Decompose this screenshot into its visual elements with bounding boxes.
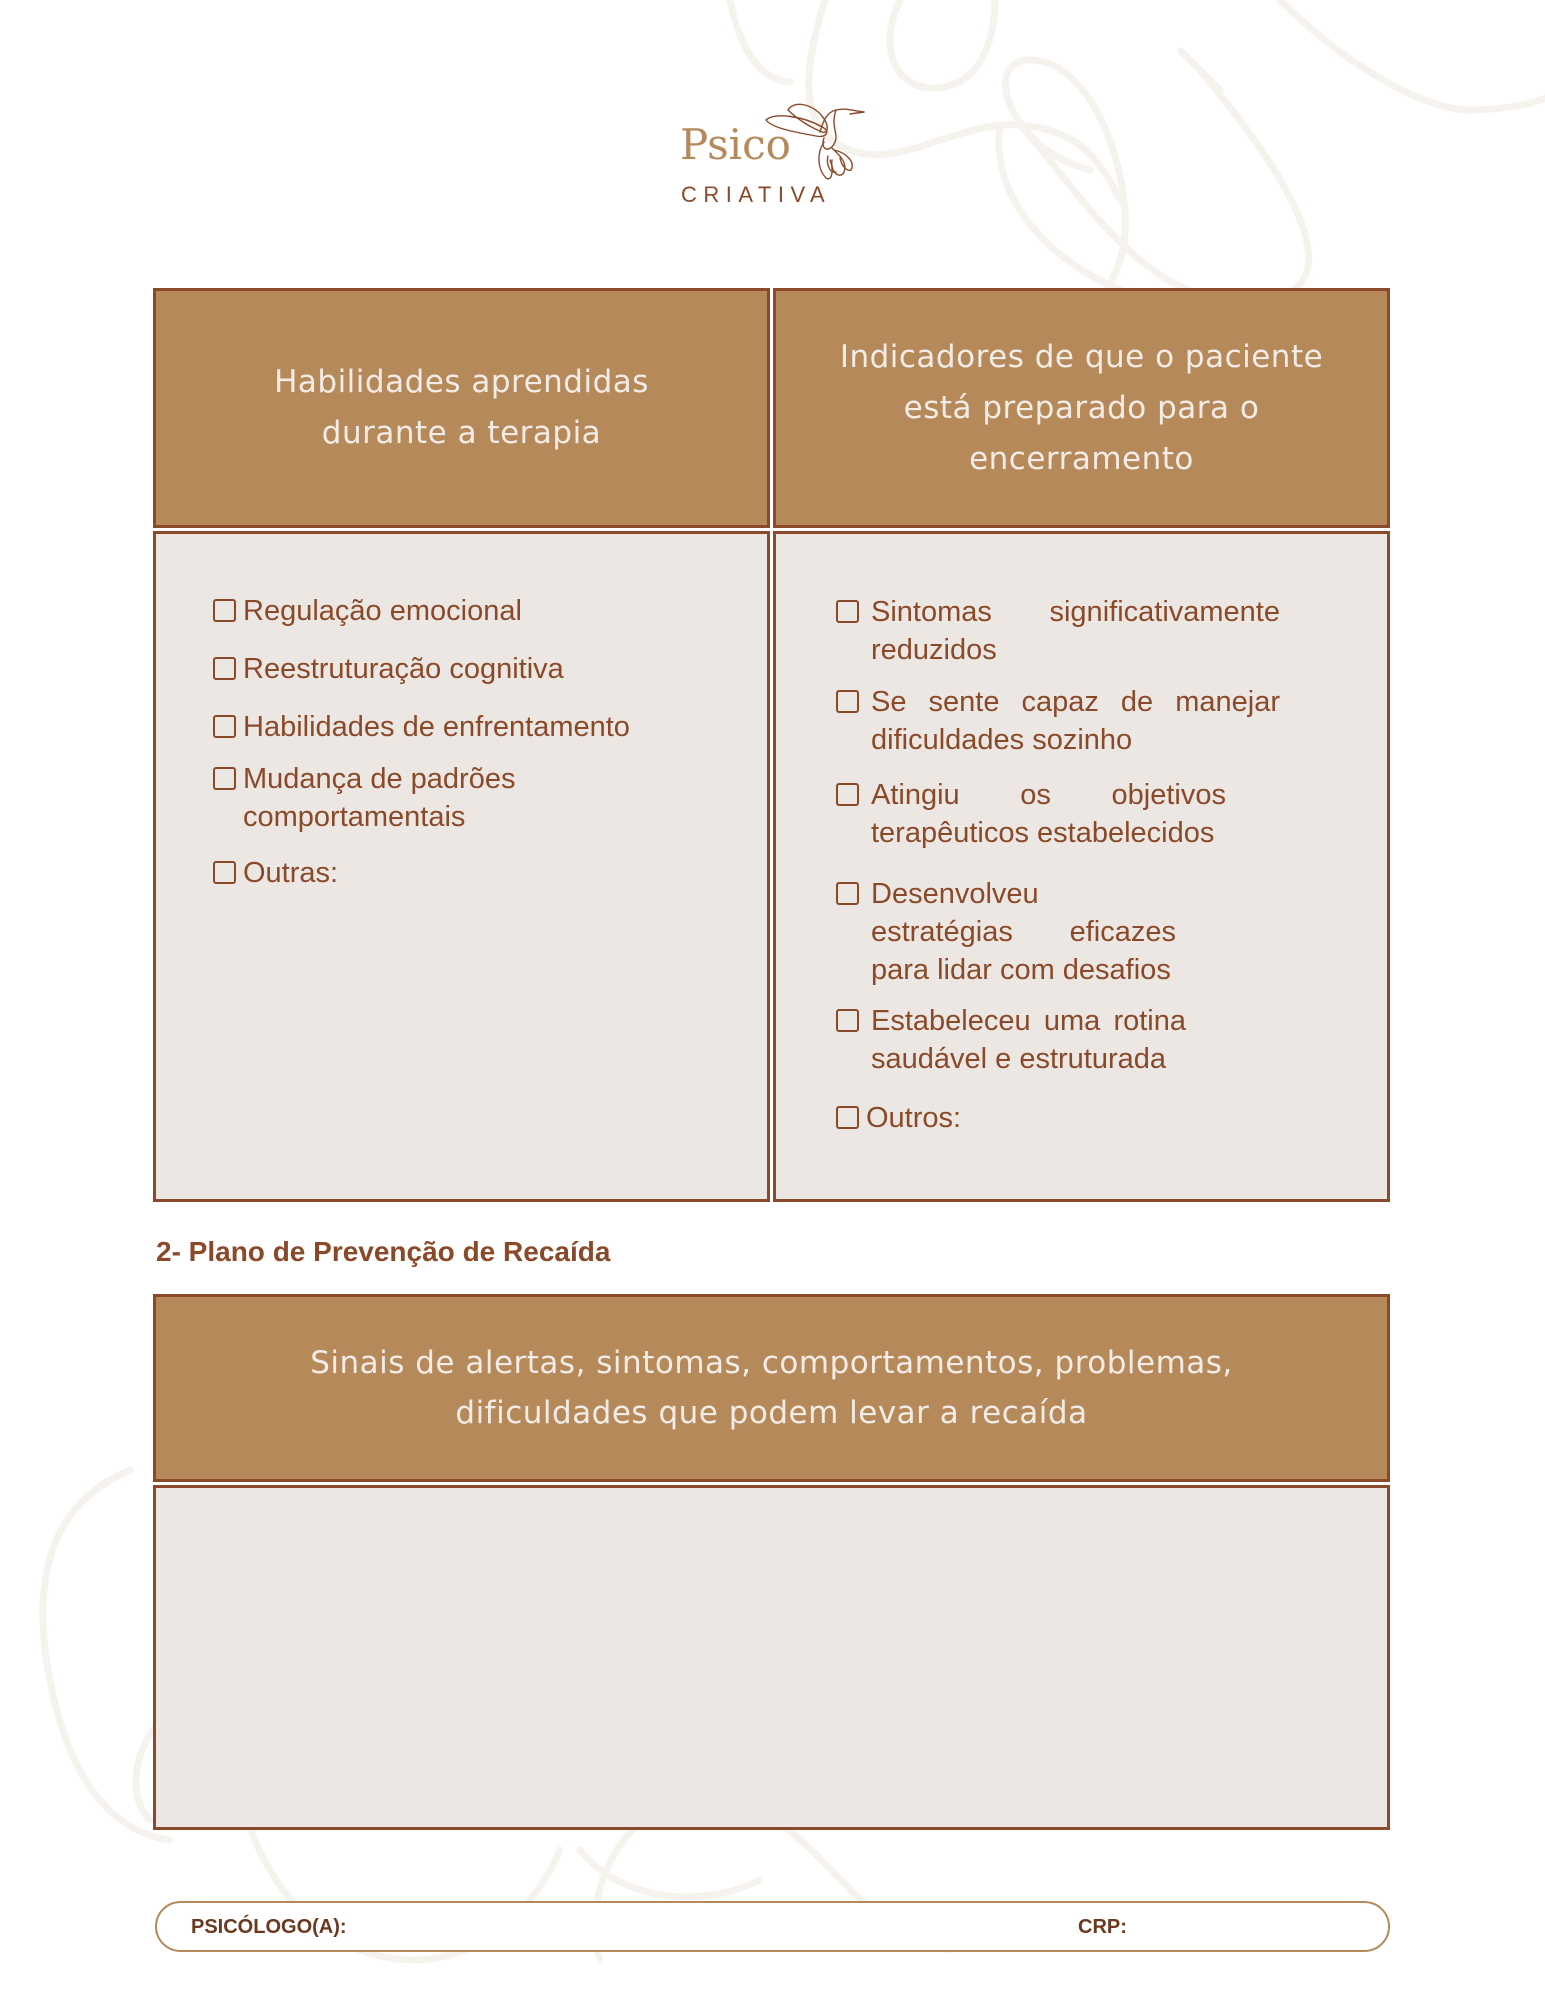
checklist-item-label: Outros: [866, 1102, 962, 1134]
relapse-signs-header-line: Sinais de alertas, sintomas, comportamentos, problemas, [310, 1345, 1233, 1381]
relapse-signs-body[interactable] [153, 1485, 1390, 1830]
section-title: 2- Plano de Prevenção de Recaída [156, 1236, 611, 1267]
relapse-signs-header-line: dificuldades que podem levar a recaída [455, 1395, 1088, 1431]
psychologist-label: PSICÓLOGO(A): [191, 1916, 347, 1938]
checklist-item[interactable] [213, 592, 733, 630]
indicators-header-line: está preparado para o [903, 389, 1260, 426]
checkbox[interactable] [836, 783, 859, 806]
logo-subtitle: CRIATIVA [681, 182, 832, 207]
psychologist-field[interactable] [357, 1911, 1057, 1945]
checklist-item-label: Atingiu os objetivos terapêuticos estabelecidos [871, 779, 1226, 849]
checkbox[interactable] [836, 600, 859, 623]
relapse-signs-header [153, 1294, 1390, 1482]
checkbox[interactable] [213, 715, 236, 738]
indicators-header [773, 288, 1390, 528]
skills-header-line: Habilidades aprendidas [274, 364, 649, 400]
skills-header-line: durante a terapia [321, 415, 602, 451]
checkbox[interactable] [213, 767, 236, 790]
checkbox[interactable] [836, 1106, 859, 1129]
checklist-item[interactable] [836, 593, 1280, 669]
checklist-item[interactable] [836, 875, 1176, 989]
skills-header-title [274, 357, 649, 459]
hummingbird-icon [764, 98, 870, 182]
checklist-item[interactable] [213, 854, 733, 892]
checklist-item[interactable] [836, 1002, 1186, 1078]
checklist-item-label: Sintomas significativamente reduzidos [871, 596, 1280, 666]
logo-wordmark: Psico [680, 120, 791, 169]
indicators-header-line: Indicadores de que o paciente [839, 338, 1324, 375]
checklist-item-label: Habilidades de enfrentamento [243, 711, 630, 743]
checklist-item-label: Estabeleceu uma rotina saudável e estruturada [871, 1005, 1186, 1075]
indicators-header-title [840, 332, 1323, 485]
relapse-signs-header-title [310, 1338, 1233, 1438]
checklist-item-label: Regulação emocional [243, 595, 522, 627]
checkbox[interactable] [836, 1009, 859, 1032]
indicators-header-line: encerramento [969, 440, 1194, 477]
checkbox[interactable] [213, 657, 236, 680]
checklist-item[interactable] [213, 650, 733, 688]
checklist-item-label: Desenvolveu estratégias eficazes para lidar com desafios [871, 878, 1176, 986]
checklist-item[interactable] [836, 776, 1226, 852]
skills-header [153, 288, 770, 528]
checkbox[interactable] [213, 599, 236, 622]
checklist-item[interactable] [836, 1099, 1280, 1137]
checklist-item[interactable] [836, 683, 1280, 759]
checkbox[interactable] [213, 861, 236, 884]
checklist-item-label: Reestruturação cognitiva [243, 653, 564, 685]
signature-bar [155, 1901, 1390, 1952]
checkbox[interactable] [836, 882, 859, 905]
crp-label: CRP: [1078, 1916, 1127, 1938]
checklist-item-label: Outras: [243, 857, 339, 889]
checklist-item-label: Mudança de padrões comportamentais [243, 763, 516, 833]
crp-field[interactable] [1132, 1911, 1352, 1945]
checklist-item[interactable] [213, 708, 733, 746]
checkbox[interactable] [836, 690, 859, 713]
logo [676, 96, 876, 208]
checklist-item[interactable] [213, 760, 553, 836]
checklist-item-label: Se sente capaz de manejar dificuldades sozinho [871, 686, 1280, 756]
